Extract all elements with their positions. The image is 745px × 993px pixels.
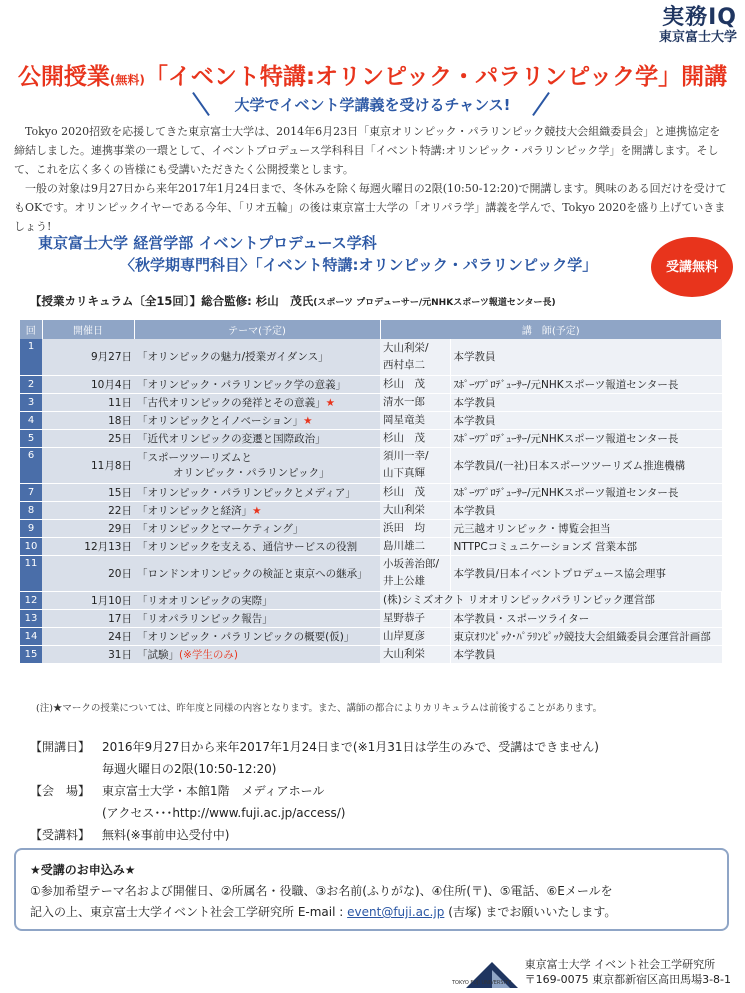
row-date: 9月27日 xyxy=(42,339,134,375)
info-access-link[interactable]: (アクセス･･･http://www.fuji.ac.jp/access/) xyxy=(102,806,346,820)
row-theme xyxy=(134,627,380,645)
application-heading: ★受講のお申込み★ xyxy=(30,863,136,877)
row-theme-text: 「オリンピックとマーケティング」 xyxy=(137,522,304,535)
department-line-2: 〈秋学期専門科目〉「イベント特講:オリンピック・パラリンピック学」 xyxy=(120,256,598,274)
row-theme xyxy=(134,609,380,627)
row-lecturer: 杉山 茂 xyxy=(380,483,450,501)
row-theme-text: 「リオオリンピックの実際」 xyxy=(137,594,273,607)
page-title xyxy=(0,58,745,91)
table-row xyxy=(20,537,722,555)
star-icon: ★ xyxy=(325,396,336,409)
row-lecturer: 島川雄二 xyxy=(380,537,450,555)
info-date-label: 【開講日】 xyxy=(30,740,91,754)
row-theme-text: 「ロンドンオリンピックの検証と東京への継承」 xyxy=(137,567,368,580)
row-number: 1 xyxy=(20,339,42,375)
table-row xyxy=(20,501,722,519)
intro-text xyxy=(14,122,729,236)
info-venue-row xyxy=(30,780,599,802)
schedule-table xyxy=(20,320,722,664)
row-theme-text: 「オリンピックを支える、通信サービスの役割 xyxy=(137,540,358,553)
title-pre: 公開授業 xyxy=(17,64,110,90)
info-date-value: 2016年9月27日から来年2017年1月24日まで(※1月31日は学生のみで、受講はできません) xyxy=(102,740,599,754)
students-only-note: (※学生のみ) xyxy=(179,648,238,661)
brand-logo xyxy=(619,6,737,45)
row-affiliation: 本学教員 xyxy=(450,393,722,411)
table-row xyxy=(20,411,722,429)
table-header-row xyxy=(20,320,722,339)
course-info xyxy=(30,736,599,846)
curriculum-label xyxy=(30,293,556,309)
row-number: 2 xyxy=(20,375,42,393)
title-post: 「イベント特講:オリンピック・パラリンピック学」開講 xyxy=(144,64,728,90)
footer xyxy=(525,957,731,987)
row-date: 10月4日 xyxy=(42,375,134,393)
row-theme xyxy=(134,555,380,591)
row-theme-text: 「オリンピック・パラリンピック学の意義」 xyxy=(137,378,347,391)
footer-address: 〒169-0075 東京都新宿区高田馬場3-8-1 xyxy=(524,973,731,986)
email-link[interactable]: event@fuji.ac.jp xyxy=(347,905,445,919)
row-number: 14 xyxy=(20,627,42,645)
info-venue-label: 【会 場】 xyxy=(30,784,91,798)
row-number: 12 xyxy=(20,591,42,609)
row-number: 15 xyxy=(20,645,42,663)
application-line-2 xyxy=(30,902,713,923)
row-theme-text: 「リオパラリンピック報告」 xyxy=(137,612,273,625)
row-lecturer: 須川一幸/ 山下真輝 xyxy=(380,447,450,483)
table-row xyxy=(20,483,722,501)
row-lecturer: 杉山 茂 xyxy=(380,375,450,393)
row-date: 15日 xyxy=(42,483,134,501)
row-theme-text: 「試験」 xyxy=(137,648,179,661)
row-theme xyxy=(134,339,380,375)
department-heading xyxy=(38,232,597,276)
row-number: 5 xyxy=(20,429,42,447)
header-theme: テーマ(予定) xyxy=(134,320,380,339)
row-lecturer: (株)シミズオクト リオオリンピックパラリンピック運営部 xyxy=(380,591,722,609)
info-fee-value: 無料(※事前申込受付中) xyxy=(102,828,230,842)
university-logo-icon xyxy=(452,960,522,990)
row-affiliation: 本学教員/(一社)日本スポーツツーリズム推進機構 xyxy=(450,447,722,483)
table-row xyxy=(20,519,722,537)
row-theme xyxy=(134,411,380,429)
row-theme xyxy=(134,447,380,483)
row-affiliation: 本学教員 xyxy=(450,339,722,375)
row-number: 10 xyxy=(20,537,42,555)
row-number: 11 xyxy=(20,555,42,591)
row-number: 7 xyxy=(20,483,42,501)
row-theme xyxy=(134,501,380,519)
application-box xyxy=(14,848,729,931)
row-theme xyxy=(134,483,380,501)
row-lecturer: 杉山 茂 xyxy=(380,429,450,447)
row-theme xyxy=(134,591,380,609)
row-date: 20日 xyxy=(42,555,134,591)
row-number: 8 xyxy=(20,501,42,519)
info-fee-label: 【受講料】 xyxy=(30,828,91,842)
row-number: 3 xyxy=(20,393,42,411)
logo-sub-text: 東京富士大学 xyxy=(658,30,737,45)
table-row xyxy=(20,555,722,591)
logo-main-text: 実務IQ xyxy=(662,5,737,30)
title-free: (無料) xyxy=(109,73,145,87)
row-theme-text: 「オリンピックと経済」 xyxy=(137,504,253,517)
row-lecturer: 大山利栄 xyxy=(380,501,450,519)
row-theme-text: 「オリンピックの魅力/授業ガイダンス」 xyxy=(137,351,329,364)
row-theme-text: 「オリンピック・パラリンピックとメディア」 xyxy=(137,486,356,499)
info-time-row xyxy=(30,758,599,780)
row-date: 24日 xyxy=(42,627,134,645)
row-affiliation: NTTPCコミュニケーションズ 営業本部 xyxy=(450,537,722,555)
row-theme xyxy=(134,429,380,447)
table-footnote: (注)★マークの授業については、昨年度と同様の内容となります。また、講師の都合によりカリキュラムは前後することがあります。 xyxy=(36,703,603,714)
row-date: 18日 xyxy=(42,411,134,429)
intro-paragraph-1: Tokyo 2020招致を応援してきた東京富士大学は、2014年6月23日「東京オリンピック・パラリンピック競技大会組織委員会」と連携協定を締結しました。連携事業の一環として、イベントプロデュース学科科目「イベント特講:オリンピック・パラリンピック学」を開講します。そして、これを広く多くの皆様にも受講いただきたく公開授業とします。 xyxy=(14,125,721,176)
row-date: 11月8日 xyxy=(42,447,134,483)
info-access-row xyxy=(30,802,599,824)
info-venue-value: 東京富士大学・本館1階 メディアホール xyxy=(102,784,325,798)
row-date: 1月10日 xyxy=(42,591,134,609)
row-theme xyxy=(134,519,380,537)
row-affiliation: 本学教員・スポーツライター xyxy=(450,609,722,627)
row-lecturer: 大山利栄 xyxy=(380,645,450,663)
table-row xyxy=(20,645,722,663)
row-number: 4 xyxy=(20,411,42,429)
row-lecturer: 大山利栄/ 西村卓二 xyxy=(380,339,450,375)
row-lecturer: 浜田 均 xyxy=(380,519,450,537)
row-number: 13 xyxy=(20,609,42,627)
row-theme-text: 「オリンピックとイノベーション」 xyxy=(137,414,304,427)
table-row xyxy=(20,609,722,627)
application-line-2-b: (吉塚) までお願いいたします。 xyxy=(448,905,617,919)
header-no: 回 xyxy=(20,320,42,339)
table-row xyxy=(20,591,722,609)
info-fee-row xyxy=(30,824,599,846)
row-theme-text: 「近代オリンピックの変遷と国際政治」 xyxy=(137,432,326,445)
row-date: 12月13日 xyxy=(42,537,134,555)
row-date: 25日 xyxy=(42,429,134,447)
row-lecturer: 清水一郎 xyxy=(380,393,450,411)
row-theme xyxy=(134,375,380,393)
row-lecturer: 星野恭子 xyxy=(380,609,450,627)
row-theme xyxy=(134,645,380,663)
row-theme xyxy=(134,393,380,411)
info-date-row xyxy=(30,736,599,758)
row-affiliation: 本学教員 xyxy=(450,411,722,429)
row-affiliation: 本学教員/日本イベントプロデュース協会理事 xyxy=(450,555,722,591)
free-badge: 受講無料 xyxy=(651,237,733,297)
row-date: 11日 xyxy=(42,393,134,411)
application-line-2-a: 記入の上、東京富士大学イベント社会工学研究所 E-mail : xyxy=(30,905,344,919)
table-row xyxy=(20,339,722,375)
row-lecturer: 山岸夏彦 xyxy=(380,627,450,645)
row-date: 22日 xyxy=(42,501,134,519)
row-theme xyxy=(134,537,380,555)
table-row xyxy=(20,393,722,411)
department-line-1: 東京富士大学 経営学部 イベントプロデュース学科 xyxy=(38,234,377,252)
header-date: 開催日 xyxy=(42,320,134,339)
row-affiliation: 元三越オリンピック・博覧会担当 xyxy=(450,519,722,537)
row-affiliation: ｽﾎﾟｰﾂﾌﾟﾛﾃﾞｭｰｻｰ/元NHKスポーツ報道センター長 xyxy=(450,375,722,393)
table-row xyxy=(20,627,722,645)
tagline: 大学でイベント学講義を受けるチャンス! xyxy=(234,96,511,114)
table-row xyxy=(20,429,722,447)
row-affiliation: ｽﾎﾟｰﾂﾌﾟﾛﾃﾞｭｰｻｰ/元NHKスポーツ報道センター長 xyxy=(450,483,722,501)
info-time-value: 毎週火曜日の2限(10:50-12:20) xyxy=(102,762,277,776)
row-number: 9 xyxy=(20,519,42,537)
row-theme-text-2: オリンピック・パラリンピック」 xyxy=(173,467,330,479)
table-row xyxy=(20,447,722,483)
row-date: 29日 xyxy=(42,519,134,537)
row-theme-text: 「スポーツツーリズムと xyxy=(137,452,252,464)
row-date: 31日 xyxy=(42,645,134,663)
star-icon: ★ xyxy=(303,414,313,427)
curriculum-title: 【授業カリキュラム〔全15回〕】総合監修: 杉山 茂氏 xyxy=(30,294,314,308)
footer-org: 東京富士大学 イベント社会工学研究所 xyxy=(524,958,716,971)
row-affiliation: 本学教員 xyxy=(450,645,722,663)
row-theme-text: 「オリンピック・パラリンピックの概要(仮)」 xyxy=(137,630,355,643)
row-affiliation: 本学教員 xyxy=(450,501,722,519)
table-row xyxy=(20,375,722,393)
curriculum-supervisor-note: (スポーツ プロデューサー/元NHKスポーツ報道センター長) xyxy=(313,298,556,308)
row-theme-text: 「古代オリンピックの発祥とその意義」 xyxy=(137,396,326,409)
row-number: 6 xyxy=(20,447,42,483)
header-lecturer: 講 師(予定) xyxy=(380,320,722,339)
row-lecturer: 小坂善治郎/ 井上公雄 xyxy=(380,555,450,591)
application-line-1: ①参加希望テーマ名および開催日、②所属名・役職、③お名前(ふりがな)、④住所(〒)、⑤電話、⑥Eメールを xyxy=(30,884,613,898)
row-date: 17日 xyxy=(42,609,134,627)
star-icon: ★ xyxy=(252,504,262,517)
university-logo-text: TOKYO FUJI UNIVERSITY xyxy=(452,980,512,986)
row-affiliation: 東京ｵﾘﾝﾋﾟｯｸ･ﾊﾟﾗﾘﾝﾋﾟｯｸ競技大会組織委員会運営計画部 xyxy=(450,627,722,645)
row-affiliation: ｽﾎﾟｰﾂﾌﾟﾛﾃﾞｭｰｻｰ/元NHKスポーツ報道センター長 xyxy=(450,429,722,447)
intro-paragraph-2: 一般の対象は9月27日から来年2017年1月24日まで、冬休みを除く毎週火曜日の2限(10:50-12:20)で開講します。興味のある回だけを受けてもOKです。オリンピックイヤーである今年、「リオ五輪」の後は東京富士大学の「オリパラ学」講義を学んで、Tokyo 2020を盛り上げていきましょう! xyxy=(14,182,727,233)
row-lecturer: 岡星竜美 xyxy=(380,411,450,429)
